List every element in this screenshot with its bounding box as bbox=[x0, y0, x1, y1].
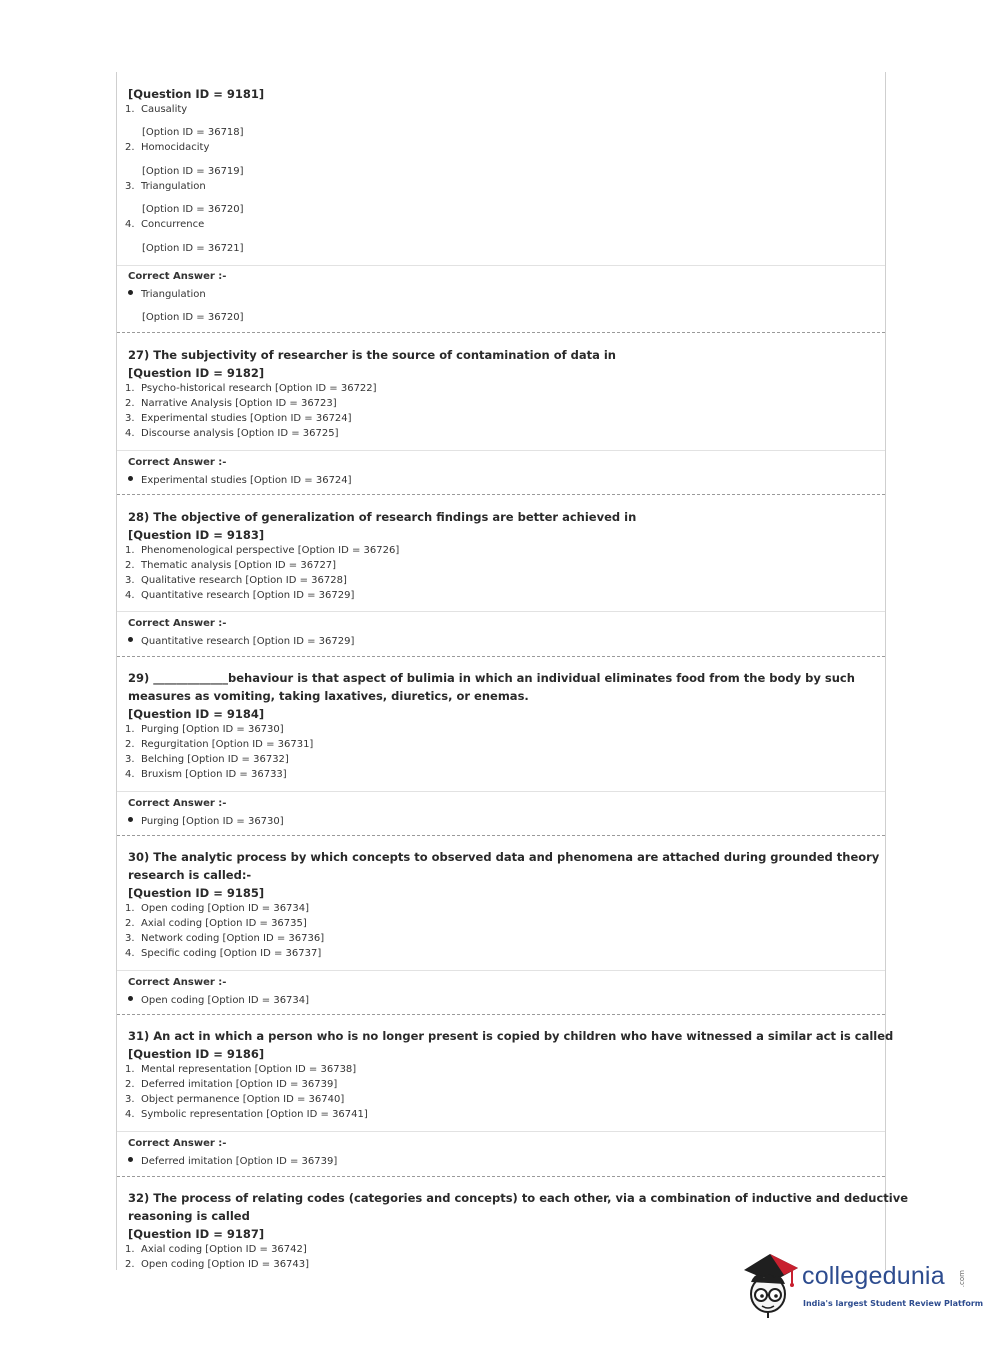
q30-option-2: 2. Axial coding [Option ID = 36735] bbox=[125, 918, 307, 929]
q31-question-id: [Question ID = 9186] bbox=[128, 1047, 265, 1061]
q30-option-4: 4. Specific coding [Option ID = 36737] bbox=[125, 948, 322, 959]
q32-question-line-2: reasoning is called bbox=[128, 1209, 250, 1223]
q31-option-1: 1. Mental representation [Option ID = 36738] bbox=[125, 1064, 357, 1075]
q31-option-3: 3. Object permanence [Option ID = 36740] bbox=[125, 1094, 345, 1105]
q30-block bbox=[117, 836, 885, 971]
q29-option-4: 4. Bruxism [Option ID = 36733] bbox=[125, 769, 287, 780]
q29-question-line-1: 29) _____________behaviour is that aspect of bulimia in which an individual eliminates food from the body by such bbox=[128, 671, 855, 685]
q28-option-3: 3. Qualitative research [Option ID = 36728] bbox=[125, 575, 347, 586]
q26-answer-block bbox=[117, 265, 885, 333]
q26-option-3: 3. Triangulation bbox=[125, 181, 206, 192]
logo-tagline: India's largest Student Review Platform bbox=[803, 1299, 984, 1308]
bullet-icon bbox=[128, 1157, 133, 1162]
q26-block bbox=[117, 72, 885, 266]
q26-option-4: 4. Concurrence bbox=[125, 219, 205, 230]
q27-option-4: 4. Discourse analysis [Option ID = 36725] bbox=[125, 428, 339, 439]
bullet-icon bbox=[128, 476, 133, 481]
collegedunia-logo[interactable] bbox=[740, 1248, 984, 1320]
q27-answer-block bbox=[117, 450, 885, 495]
q31-question: 31) An act in which a person who is no longer present is copied by children who have witnessed a similar act is called bbox=[128, 1029, 894, 1043]
q27-block bbox=[117, 333, 885, 451]
q31-correct-answer: Deferred imitation [Option ID = 36739] bbox=[128, 1156, 337, 1167]
q29-correct-answer: Purging [Option ID = 36730] bbox=[128, 816, 284, 827]
q29-answer-block bbox=[117, 791, 885, 836]
q30-answer-block bbox=[117, 970, 885, 1015]
mascot-icon bbox=[740, 1248, 802, 1320]
q26-option-2-id: [Option ID = 36719] bbox=[142, 166, 244, 177]
q28-option-4: 4. Quantitative research [Option ID = 36729] bbox=[125, 590, 355, 601]
logo-brand-text: collegedunia bbox=[802, 1262, 945, 1290]
bullet-icon bbox=[128, 637, 133, 642]
q32-question-line-1: 32) The process of relating codes (categories and concepts) to each other, via a combination of inductive and deductive bbox=[128, 1191, 909, 1205]
logo-com-text: .com bbox=[958, 1270, 966, 1288]
q32-option-2: 2. Open coding [Option ID = 36743] bbox=[125, 1259, 310, 1270]
q27-correct-answer: Experimental studies [Option ID = 36724] bbox=[128, 475, 352, 486]
q28-block bbox=[117, 495, 885, 612]
q30-correct-answer: Open coding [Option ID = 36734] bbox=[128, 995, 309, 1006]
correct-answer-label: Correct Answer :- bbox=[128, 271, 227, 282]
q32-question-id: [Question ID = 9187] bbox=[128, 1227, 265, 1241]
q29-question-id: [Question ID = 9184] bbox=[128, 707, 265, 721]
q31-block bbox=[117, 1015, 894, 1132]
q27-question-id: [Question ID = 9182] bbox=[128, 366, 265, 380]
q26-correct-answer: Triangulation bbox=[128, 289, 206, 300]
correct-answer-label: Correct Answer :- bbox=[128, 977, 227, 988]
q27-option-2: 2. Narrative Analysis [Option ID = 36723] bbox=[125, 398, 337, 409]
bullet-icon bbox=[128, 290, 133, 295]
q29-block bbox=[117, 657, 885, 792]
correct-answer-label: Correct Answer :- bbox=[128, 457, 227, 468]
q27-question: 27) The subjectivity of researcher is the source of contamination of data in bbox=[128, 348, 616, 362]
q26-answer-option-id: [Option ID = 36720] bbox=[142, 312, 244, 323]
q28-question-id: [Question ID = 9183] bbox=[128, 528, 265, 542]
q30-question-line-2: research is called:- bbox=[128, 868, 252, 882]
q28-option-2: 2. Thematic analysis [Option ID = 36727] bbox=[125, 560, 337, 571]
q31-answer-block bbox=[117, 1131, 885, 1177]
q31-option-2: 2. Deferred imitation [Option ID = 36739] bbox=[125, 1079, 338, 1090]
q28-question: 28) The objective of generalization of research findings are better achieved in bbox=[128, 510, 637, 524]
q29-option-2: 2. Regurgitation [Option ID = 36731] bbox=[125, 739, 314, 750]
q29-option-1: 1. Purging [Option ID = 36730] bbox=[125, 724, 284, 735]
correct-answer-label: Correct Answer :- bbox=[128, 618, 227, 629]
q32-option-1: 1. Axial coding [Option ID = 36742] bbox=[125, 1244, 307, 1255]
q30-question-line-1: 30) The analytic process by which concepts to observed data and phenomena are attached during grounded theory bbox=[128, 850, 880, 864]
q26-option-3-id: [Option ID = 36720] bbox=[142, 204, 244, 215]
q26-question-id: [Question ID = 9181] bbox=[128, 87, 265, 101]
q27-option-3: 3. Experimental studies [Option ID = 36724] bbox=[125, 413, 352, 424]
q30-question-id: [Question ID = 9185] bbox=[128, 886, 265, 900]
q28-answer-block bbox=[117, 611, 885, 657]
q31-option-4: 4. Symbolic representation [Option ID = 36741] bbox=[125, 1109, 368, 1120]
q27-option-1: 1. Psycho-historical research [Option ID = 36722] bbox=[125, 383, 377, 394]
q29-question-line-2: measures as vomiting, taking laxatives, diuretics, or enemas. bbox=[128, 689, 529, 703]
q29-option-3: 3. Belching [Option ID = 36732] bbox=[125, 754, 289, 765]
bullet-icon bbox=[128, 996, 133, 1001]
correct-answer-label: Correct Answer :- bbox=[128, 798, 227, 809]
bullet-icon bbox=[128, 817, 133, 822]
correct-answer-label: Correct Answer :- bbox=[128, 1138, 227, 1149]
q26-option-4-id: [Option ID = 36721] bbox=[142, 243, 244, 254]
q30-option-1: 1. Open coding [Option ID = 36734] bbox=[125, 903, 310, 914]
question-paper-frame bbox=[116, 72, 909, 1270]
q26-option-2: 2. Homocidacity bbox=[125, 142, 210, 153]
q30-option-3: 3. Network coding [Option ID = 36736] bbox=[125, 933, 325, 944]
q28-correct-answer: Quantitative research [Option ID = 36729] bbox=[128, 636, 354, 647]
q26-option-1: 1. Causality bbox=[125, 104, 188, 115]
q28-option-1: 1. Phenomenological perspective [Option ID = 36726] bbox=[125, 545, 400, 556]
q26-option-1-id: [Option ID = 36718] bbox=[142, 127, 244, 138]
